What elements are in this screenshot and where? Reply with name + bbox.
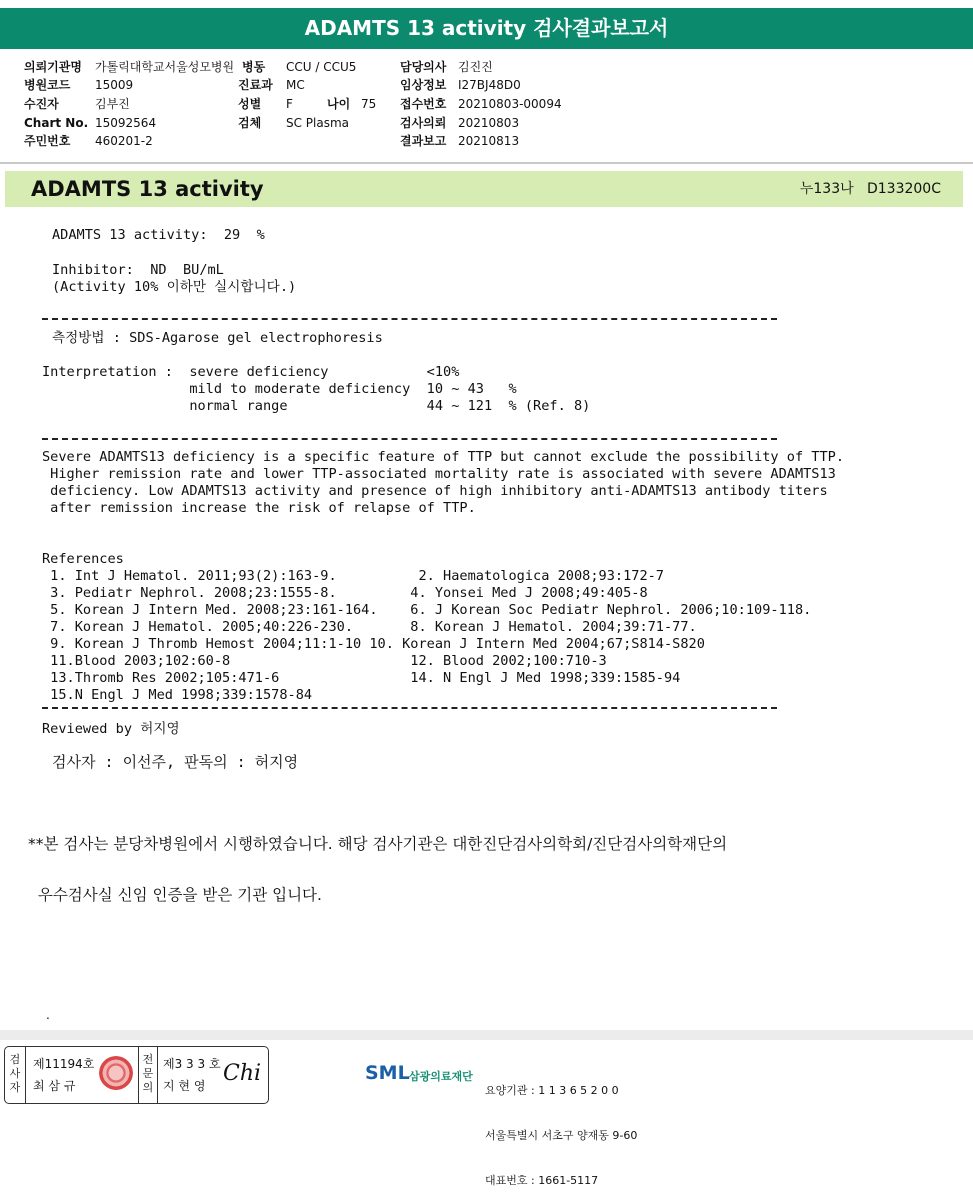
references-label: References xyxy=(42,551,124,567)
info-label: 병원코드 xyxy=(24,78,71,92)
info-label: 결과보고 xyxy=(400,134,447,148)
box-divider xyxy=(157,1047,158,1103)
reference-line: 3. Pediatr Nephrol. 2008;23:1555-8. 4. Yonsei Med J 2008;49:405-8 xyxy=(42,585,648,601)
info-value: I27BJ48D0 xyxy=(458,78,521,92)
description-line: deficiency. Low ADAMTS13 activity and presence of high inhibitory anti-ADAMTS13 antibody titers xyxy=(42,483,828,499)
info-value: MC xyxy=(286,78,305,92)
info-label: 나이 xyxy=(327,97,351,111)
sml-logo xyxy=(365,1052,480,1092)
examiner-license: 제11194호 xyxy=(33,1057,95,1071)
reference-line: 7. Korean J Hematol. 2005;40:226-230. 8. Korean J Hematol. 2004;39:71-77. xyxy=(42,619,697,635)
dashed-divider xyxy=(42,438,777,440)
info-value: 김부진 xyxy=(95,97,130,111)
info-value: F xyxy=(286,97,293,111)
description-line: Higher remission rate and lower TTP-associated mortality rate is associated with severe ADAMTS13 xyxy=(42,466,836,482)
header-divider xyxy=(0,162,973,164)
method-line: 측정방법 : SDS-Agarose gel electrophoresis xyxy=(52,330,383,346)
description-line: Severe ADAMTS13 deficiency is a specific feature of TTP but cannot exclude the possibility of TTP. xyxy=(42,449,845,465)
signature-box xyxy=(4,1046,269,1104)
box-divider xyxy=(138,1047,139,1103)
examiner-name: 최 삼 규 xyxy=(33,1079,76,1093)
section-header xyxy=(5,171,963,207)
info-value: 가톨릭대학교서울성모병원 xyxy=(95,60,235,74)
info-label: 병동 xyxy=(242,60,266,74)
info-label: 검사의뢰 xyxy=(400,116,447,130)
accreditation-note xyxy=(28,802,727,921)
interpretation-line: normal range 44 ~ 121 % (Ref. 8) xyxy=(42,398,591,414)
address-line: 서울특별시 서초구 양재동 9-60 xyxy=(485,1129,638,1142)
report-title: ADAMTS 13 activity 검사결과보고서 xyxy=(0,8,973,49)
info-value: 15009 xyxy=(95,78,134,92)
dashed-divider xyxy=(42,318,777,320)
info-value: SC Plasma xyxy=(286,116,350,130)
section-title: ADAMTS 13 activity xyxy=(31,177,264,201)
info-value: 75 xyxy=(361,97,377,111)
info-value: 20210813 xyxy=(458,134,520,148)
info-value: 20210803 xyxy=(458,116,520,130)
logo-text: SML xyxy=(365,1062,410,1084)
address-line: 대표번호 : 1661-5117 xyxy=(485,1174,599,1187)
reference-line: 5. Korean J Intern Med. 2008;23:161-164. 6. J Korean Soc Pediatr Nephrol. 2006;10:109-118. xyxy=(42,602,812,618)
info-label: 의뢰기관명 xyxy=(24,60,82,74)
reference-line: 11.Blood 2003;102:60-8 12. Blood 2002;100:710-3 xyxy=(42,653,607,669)
info-label: 주민번호 xyxy=(24,134,71,148)
info-value: 20210803-00094 xyxy=(458,97,562,111)
info-label: 접수번호 xyxy=(400,97,447,111)
inhibitor-note: (Activity 10% 이하만 실시합니다.) xyxy=(52,279,297,295)
note-line: 우수검사실 신임 인증을 받은 기관 입니다. xyxy=(28,886,322,904)
info-label: 검체 xyxy=(238,116,262,130)
reference-line: 9. Korean J Thromb Hemost 2004;11:1-10 10. Korean J Intern Med 2004;67;S814-S820 xyxy=(42,636,705,652)
info-label: 성별 xyxy=(238,97,262,111)
lab-address xyxy=(485,1053,637,1203)
info-label: 진료과 xyxy=(238,78,273,92)
info-label: 수진자 xyxy=(24,97,59,111)
interpretation-line: mild to moderate deficiency 10 ~ 43 % xyxy=(42,381,517,397)
info-label: Chart No. xyxy=(24,116,89,130)
specialist-name: 지 현 영 xyxy=(163,1079,206,1093)
box-divider xyxy=(25,1047,26,1103)
reference-line: 1. Int J Hematol. 2011;93(2):163-9. 2. Haematologica 2008;93:172-7 xyxy=(42,568,664,584)
seal-icon xyxy=(99,1056,133,1090)
section-codes: 누133나 D133200C xyxy=(799,181,941,197)
footer-divider xyxy=(0,1030,973,1040)
reference-line: 13.Thromb Res 2002;105:471-6 14. N Engl J Med 1998;339:1585-94 xyxy=(42,670,681,686)
info-label: 임상정보 xyxy=(400,78,447,92)
patient-info xyxy=(0,58,973,158)
examiner-vertical-label: 검 사 자 xyxy=(9,1053,21,1094)
info-value: 460201-2 xyxy=(95,134,153,148)
stray-dot: . xyxy=(46,1008,50,1022)
inhibitor-result: Inhibitor: ND BU/mL xyxy=(52,262,224,278)
info-value: 15092564 xyxy=(95,116,157,130)
specialist-license: 제3 3 3 호 xyxy=(163,1057,221,1071)
examiner-line: 검사자 : 이선주, 판독의 : 허지영 xyxy=(52,753,299,771)
info-value: CCU / CCU5 xyxy=(286,60,357,74)
info-value: 김진진 xyxy=(458,60,493,74)
address-line: 요양기관 : 1 1 3 6 5 2 0 0 xyxy=(485,1084,619,1097)
reference-line: 15.N Engl J Med 1998;339:1578-84 xyxy=(42,687,313,703)
logo-subtitle: 삼광의료재단 xyxy=(409,1070,473,1083)
note-line: **본 검사는 분당차병원에서 시행하였습니다. 해당 검사기관은 대한진단검사의학회/진단검사의학재단의 xyxy=(28,835,728,853)
dashed-divider xyxy=(42,707,777,709)
reviewed-by: Reviewed by 허지영 xyxy=(42,721,180,737)
activity-result: ADAMTS 13 activity: 29 % xyxy=(52,227,265,243)
description-line: after remission increase the risk of relapse of TTP. xyxy=(42,500,476,516)
interpretation-line: Interpretation : severe deficiency <10% xyxy=(42,364,460,380)
info-label: 담당의사 xyxy=(400,60,447,74)
specialist-vertical-label: 전 문 의 xyxy=(142,1053,154,1094)
signature-image: Chi xyxy=(223,1061,262,1086)
